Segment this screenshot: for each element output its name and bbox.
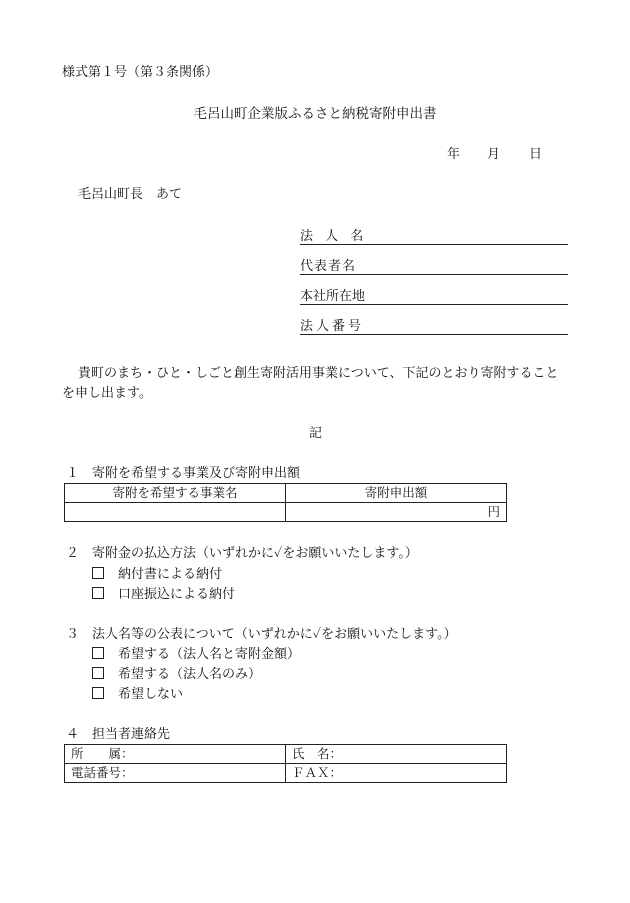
checkbox-icon[interactable] xyxy=(92,647,104,659)
phone-cell[interactable]: 電話番号： xyxy=(65,764,286,783)
checkbox-icon[interactable] xyxy=(92,667,104,679)
checkbox-icon[interactable] xyxy=(92,567,104,579)
contact-name-cell[interactable]: 氏 名： xyxy=(286,745,507,764)
contact-table xyxy=(64,744,507,783)
fax-cell[interactable]: ＦＡＸ： xyxy=(286,764,507,783)
corp-number-field[interactable] xyxy=(300,334,568,335)
corp-number-label: 法人番号 xyxy=(300,319,365,334)
ki-label: 記 xyxy=(309,426,323,441)
representative-field[interactable] xyxy=(300,274,568,275)
date-year-label: 年 xyxy=(447,147,461,162)
donation-table-header-project: 寄附を希望する事業名 xyxy=(65,484,286,503)
section2-heading: ２ 寄附金の払込方法（いずれかに✓をお願いいたします。） xyxy=(66,546,418,561)
hq-address-label: 本社所在地 xyxy=(300,289,366,304)
payment-option-invoice[interactable] xyxy=(92,567,222,583)
section1-heading: １ 寄附を希望する事業及び寄附申出額 xyxy=(66,466,301,481)
checkbox-icon[interactable] xyxy=(92,687,104,699)
corp-name-field[interactable] xyxy=(300,244,568,245)
project-name-cell[interactable] xyxy=(65,503,286,522)
date-day-label: 日 xyxy=(529,147,543,162)
affiliation-cell[interactable]: 所 属： xyxy=(65,745,286,764)
section3-heading: ３ 法人名等の公表について（いずれかに✓をお願いいたします。） xyxy=(66,627,457,642)
document-title: 毛呂山町企業版ふるさと納税寄附申出書 xyxy=(193,106,437,122)
body-text-line1: 貴町のまち・ひと・しごと創生寄附活用事業について、下記のとおり寄附すること xyxy=(78,366,559,381)
disclosure-option-label: 希望する（法人名と寄附金額） xyxy=(118,647,301,662)
payment-option-transfer[interactable] xyxy=(92,587,235,603)
disclosure-option-none[interactable] xyxy=(92,687,183,703)
disclosure-option-name-amount[interactable] xyxy=(92,647,300,663)
donation-table xyxy=(64,483,507,522)
payment-option-label: 口座振込による納付 xyxy=(118,587,236,602)
amount-unit: 円 xyxy=(487,504,500,519)
donation-table-header-amount: 寄附申出額 xyxy=(286,484,507,503)
body-text-line2: を申し出ます。 xyxy=(62,386,152,401)
hq-address-field[interactable] xyxy=(300,304,568,305)
amount-cell[interactable] xyxy=(286,503,507,522)
representative-label: 代表者名 xyxy=(300,259,357,274)
addressee: 毛呂山町長 あて xyxy=(78,187,183,202)
disclosure-option-label: 希望しない xyxy=(118,687,184,702)
payment-option-label: 納付書による納付 xyxy=(118,567,223,582)
date-month-label: 月 xyxy=(487,147,501,162)
disclosure-option-name-only[interactable] xyxy=(92,667,261,683)
checkbox-icon[interactable] xyxy=(92,587,104,599)
corp-name-label: 法 人 名 xyxy=(300,229,368,244)
form-number: 様式第１号（第３条関係） xyxy=(62,65,219,80)
section4-heading: ４ 担当者連絡先 xyxy=(66,727,171,742)
disclosure-option-label: 希望する（法人名のみ） xyxy=(118,667,262,682)
